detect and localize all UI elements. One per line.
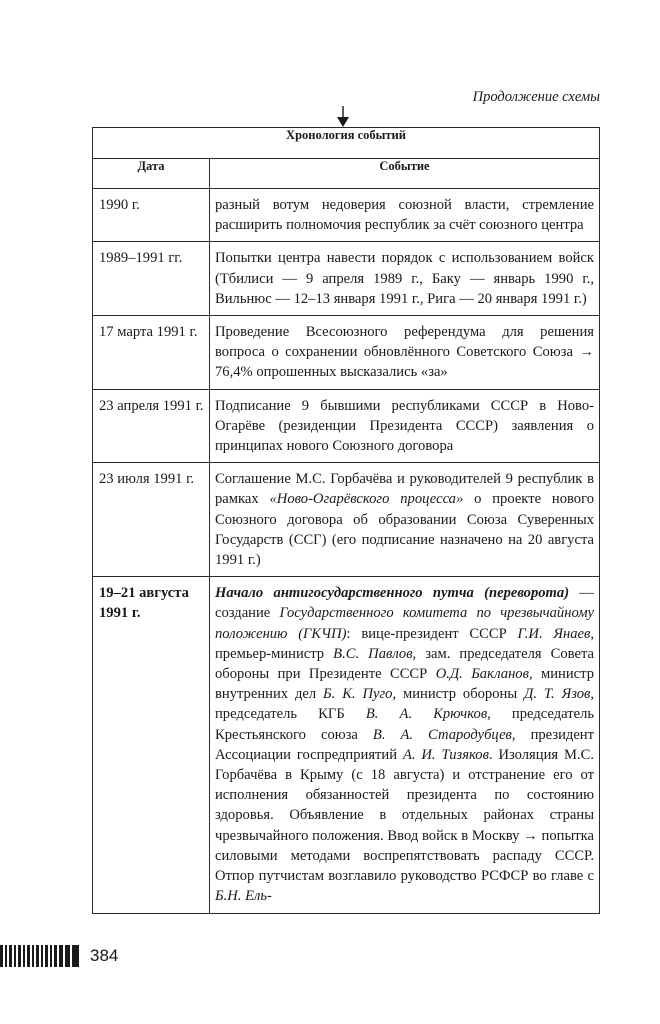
person-name: В. А. Крючков bbox=[365, 706, 488, 723]
table-row bbox=[93, 463, 600, 577]
event-text: , премьер-министр bbox=[215, 625, 594, 662]
event-emphasis: «Ново-Огарёвского процесса» bbox=[269, 491, 464, 508]
person-name: А. И. Тизяков bbox=[402, 746, 489, 763]
table-row bbox=[93, 316, 600, 390]
event-text: , председатель КГБ bbox=[215, 686, 594, 723]
date-cell: 23 июля 1991 г. bbox=[93, 463, 210, 577]
event-text: о проекте нового Союзного договора об образовании Союза Суверенных Государств (ССГ) (его подписание назначено на 20 августа 1991 г.) bbox=[215, 491, 594, 569]
table-row bbox=[93, 189, 600, 242]
column-header-date: Дата bbox=[93, 159, 210, 189]
event-cell: Проведение Всесоюзного референдума для решения вопроса о сохранении обновлённого Советского Союза → 76,4% опрошенных высказались «за» bbox=[210, 316, 600, 390]
chronology-table bbox=[92, 127, 600, 914]
event-cell: Подписание 9 бывшими республиками СССР в Ново-Огарёве (резиденции Президента СССР) заявления о принципах нового Союзного договора bbox=[210, 389, 600, 463]
person-name: Д. Т. Язов bbox=[524, 686, 591, 703]
person-name: Б.Н. Ель- bbox=[215, 888, 272, 905]
table-row bbox=[93, 242, 600, 316]
table-row bbox=[93, 577, 600, 913]
table-caption: Хронология событий bbox=[93, 128, 600, 159]
event-text: — создание bbox=[215, 585, 594, 622]
running-head: Продолжение схемы bbox=[472, 89, 600, 105]
person-name: Б. К. Пуго bbox=[323, 686, 393, 703]
event-term: Государственного комитета по чрезвычайному положению (ГКЧП) bbox=[215, 605, 594, 642]
event-text: , министр обороны bbox=[392, 686, 525, 703]
column-header-event: Событие bbox=[210, 159, 600, 189]
event-text: . Изоляция М.С. Горбачёва в Крыму (с 18 августа) и отстранение его от исполнения обязанностей президента по состоянию здоровья. Объявление в отдельных районах страны чрезвычайного положения. Ввод войск в Москву → попытка силовыми методами воспрепятствовать распаду СССР. Отпор путчистам возглавило руководство РСФСР во главе с bbox=[215, 746, 594, 885]
down-arrow-icon bbox=[336, 106, 350, 128]
barcode-stripe-icon bbox=[0, 945, 82, 967]
page-number: 384 bbox=[90, 946, 119, 965]
event-text: , президент Ассоциации госпредприятий bbox=[215, 726, 594, 763]
person-name: О.Д. Бакланов bbox=[435, 666, 529, 683]
event-heading: Начало антигосударственного путча (переворота) bbox=[215, 585, 570, 602]
event-text: , председатель Крестьянского союза bbox=[215, 706, 595, 743]
date-cell: 1990 г. bbox=[93, 189, 210, 242]
event-cell: Попытки центра навести порядок с использованием войск (Тбилиси — 9 апреля 1989 г., Баку — январь 1990 г., Вильнюс — 12–13 января 1991 г., Рига — 20 января 1991 г.) bbox=[210, 242, 600, 316]
person-name: В.С. Павлов bbox=[333, 645, 413, 662]
date-cell: 17 марта 1991 г. bbox=[93, 316, 210, 390]
person-name: Г.И. Янаев bbox=[517, 625, 591, 642]
event-cell bbox=[210, 577, 600, 913]
date-cell: 23 апреля 1991 г. bbox=[93, 389, 210, 463]
event-cell: разный вотум недоверия союзной власти, стремление расширить полномочия республик за счёт союзного центра bbox=[210, 189, 600, 242]
date-cell: 1989–1991 гг. bbox=[93, 242, 210, 316]
date-cell: 19–21 августа 1991 г. bbox=[93, 577, 210, 913]
event-text: Соглашение М.С. Горбачёва и руководителей 9 республик в рамках bbox=[215, 471, 594, 508]
event-text: : вице-президент СССР bbox=[346, 625, 518, 642]
event-text: , зам. председателя Совета обороны при Президенте СССР bbox=[215, 645, 594, 683]
event-text: , министр внутренних дел bbox=[215, 666, 594, 703]
person-name: В. А. Стародубцев bbox=[372, 726, 512, 743]
event-cell bbox=[210, 463, 600, 577]
table-row bbox=[93, 389, 600, 463]
